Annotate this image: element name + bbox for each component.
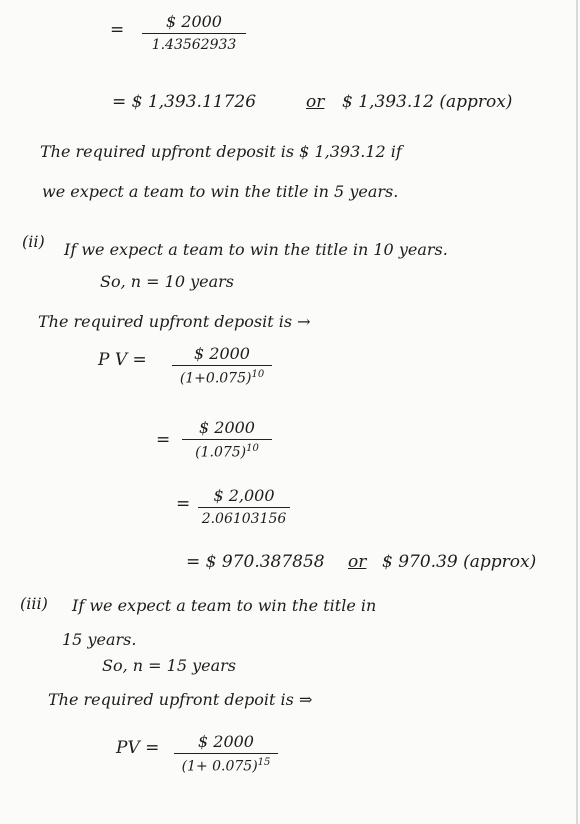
eq2-value: = $ 1,393.11726 — [112, 92, 257, 112]
page-edge — [576, 0, 578, 824]
part-iii-so: So, n = 15 years — [102, 656, 236, 675]
result-2-value: = $ 970.387858 — [186, 552, 325, 572]
step3-prefix: = — [176, 494, 191, 514]
part-iii-label: (iii) — [20, 594, 48, 613]
part-ii-label: (ii) — [22, 232, 45, 251]
eq2-or: or — [306, 92, 325, 112]
step2-numerator: $ 2000 — [199, 418, 255, 437]
sentence-1b: we expect a team to win the title in 5 years. — [42, 182, 399, 201]
eq1-fraction — [142, 12, 246, 53]
pv2-fraction — [172, 344, 272, 387]
eq2-approx: $ 1,393.12 (approx) — [342, 92, 513, 112]
sentence-1a: The required upfront deposit is $ 1,393.12 if — [40, 142, 402, 161]
part-ii-so: So, n = 10 years — [100, 272, 234, 291]
pv3-numerator: $ 2000 — [198, 732, 254, 751]
eq1-denominator: 1.43562933 — [151, 37, 237, 53]
pv3-label: PV = — [116, 738, 160, 758]
pv3-denominator: $(1+ 0.075)^{15}$ — [181, 757, 271, 775]
part-iii-text: If we expect a team to win the title in — [72, 596, 377, 615]
step2-prefix: = — [156, 430, 171, 450]
step2-fraction — [182, 418, 272, 461]
part-ii-required: The required upfront deposit is → — [38, 312, 311, 331]
result-2-or: or — [348, 552, 367, 572]
step3-numerator: $ 2,000 — [213, 486, 275, 505]
pv3-fraction — [174, 732, 278, 775]
result-2-approx: $ 970.39 (approx) — [382, 552, 537, 572]
part-iii-required: The required upfront depoit is ⇒ — [48, 690, 313, 709]
eq1-prefix: = — [110, 20, 125, 40]
pv2-denominator: $(1+0.075)^{10}$ — [179, 369, 265, 387]
step2-denominator: $(1.075)^{10}$ — [195, 443, 259, 461]
step3-fraction — [198, 486, 290, 527]
part-ii-text: If we expect a team to win the title in 10 years. — [64, 240, 448, 259]
eq1-numerator: $ 2000 — [166, 12, 222, 31]
part-iii-text-2: 15 years. — [62, 630, 137, 649]
step3-denominator: 2.06103156 — [201, 511, 287, 527]
pv2-numerator: $ 2000 — [194, 344, 250, 363]
pv-label: P V = — [98, 350, 147, 370]
